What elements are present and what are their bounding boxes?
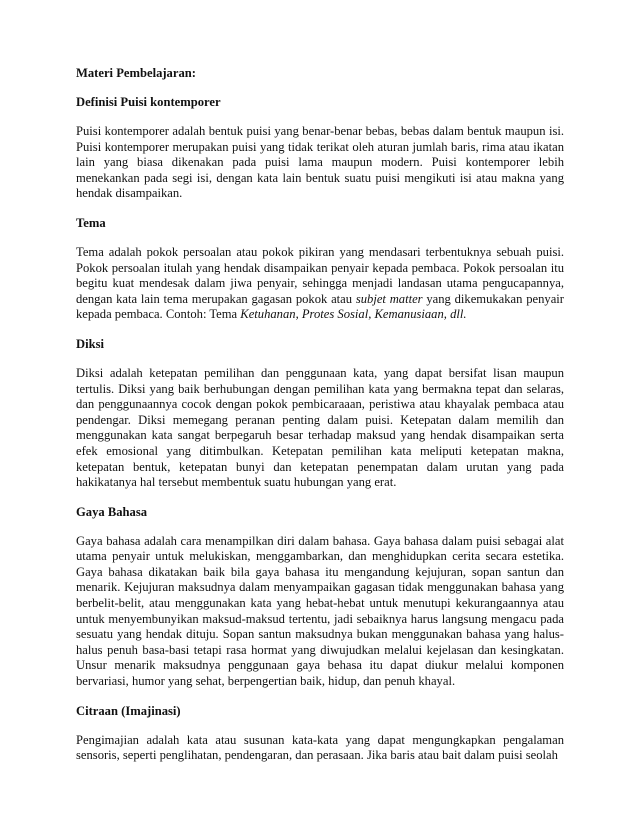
tema-italic-2: Ketuhanan, Protes Sosial, Kemanusiaan, dll. [240, 307, 467, 322]
tema-text-1: Tema adalah pokok persoalan atau pokok pikiran yang mendasari terbentuknya sebuah puisi. Pokok persoalan itulah yang hendak disampaikan penyair kepada pembaca. Pokok persoalan itu begitu kuat mendesak dalam jiwa penyair, sehingga menjadi landasan utama pengucapannya, dengan kata lain tema merupakan gagasan pokok atau [76, 244, 564, 306]
tema-italic-1: subjet matter [355, 291, 423, 306]
section-paragraph-definisi: Puisi kontemporer adalah bentuk puisi yang benar-benar bebas, bebas dalam bentuk maupun isi. Puisi kontemporer merupakan puisi yang tidak terikat oleh aturan jumlah baris, rima atau ikatan lain yang biasa dikenakan pada puisi lama maupun modern. Puisi kontemporer lebih menekankan pada segi isi, dengan kata lain bentuk suatu puisi mengikuti isi atau makna yang hendak disampaikan. [76, 124, 564, 201]
section-heading-gaya-bahasa: Gaya Bahasa [76, 504, 148, 519]
section-paragraph-gaya-bahasa: Gaya bahasa adalah cara menampilkan diri dalam bahasa. Gaya bahasa dalam puisi sebagai alat utama penyair untuk melukiskan, menggambarkan, dan menghidupkan cerita secara estetika. Gaya bahasa dikatakan baik bila gaya bahasa itu mengandung kejujuran, sopan santun dan menarik. Kejujuran maksudnya dalam menyampaikan gagasan tidak menggunakan bahasa yang berbelit-belit, atau menggunakan kata yang hebat-hebat untuk menutupi kekurangaannya atau untuk menyembunyikan maksud-maksud tertentu, jadi sebaiknya harus langsung mengacu pada sesuatu yang hendak dituju. Sopan santun maksudnya bukan menggunakan bahasa yang halus-halus penuh basa-basi tetapi rasa hormat yang diwujudkan melalui kejelasan dan kesingkatan. Unsur menarik maksudnya penggunaan gaya behasa itu dapat diukur melalui komponen bervariasi, humor yang sehat, berpengertian baik, hidup, dan penuh khayal. [76, 533, 564, 689]
section-heading-diksi: Diksi [76, 336, 104, 351]
document-page [76, 66, 564, 764]
document-title: Materi Pembelajaran: [76, 66, 196, 80]
tema-text-2: yang dikemukakan penyair kepada pembaca. Contoh: Tema [76, 291, 564, 322]
section-paragraph-tema [76, 245, 564, 323]
section-heading-citraan: Citraan (Imajinasi) [76, 703, 181, 718]
section-paragraph-diksi: Diksi adalah ketepatan pemilihan dan penggunaan kata, yang dapat bersifat lisan maupun tertulis. Diksi yang baik berhubungan dengan pemilihan kata yang bermakna tepat dan selaras, dan penggunaannya cocok dengan pokok pembicaraaan, peristiwa atau khayalak pembaca atau pendengar. Diksi memegang peranan penting dalam puisi. Ketepatan dalam memilih dan menggunakan kata sangat berpegaruh besar terhadap maksud yang hendak disampaikan serta efek emosional yang ditimbulkan. Ketepatan pemilihan kata meliputi ketepatan makna, ketepatan bentuk, ketepatan bunyi dan ketepatan penempatan dalam urutan yang pada hakikatanya hal tersebut membentuk suatu hubungan yang erat. [76, 365, 564, 490]
section-heading-definisi: Definisi Puisi kontemporer [76, 95, 221, 109]
section-heading-tema: Tema [76, 215, 106, 230]
section-paragraph-citraan: Pengimajian adalah kata atau susunan kata-kata yang dapat mengungkapkan pengalaman sensoris, seperti penglihatan, pendengaran, dan perasaan. Jika baris atau bait dalam puisi seolah [76, 732, 564, 763]
